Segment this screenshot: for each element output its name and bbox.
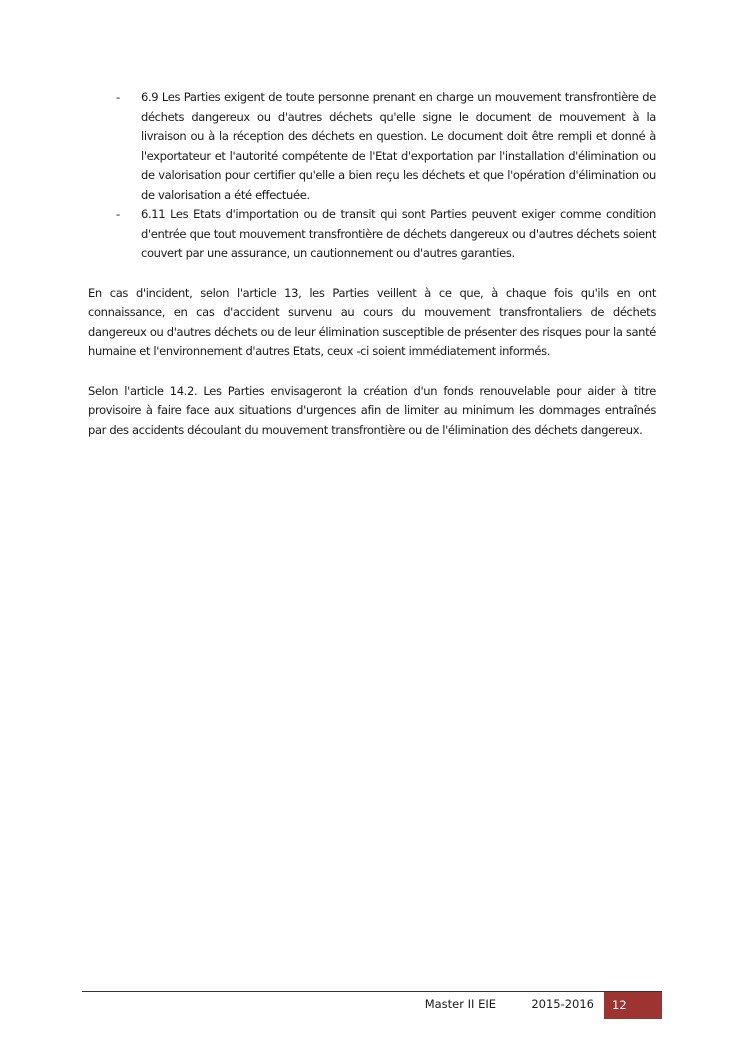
bullet-marker: -: [116, 90, 120, 104]
bullet-text: 6.9 Les Parties exigent de toute personne prenant en charge un mouvement transfrontière de déchets dangereux ou d'autres déchets qu'elle signe le document de mouvement à la livraison ou à la réception des déchets en question. Le document doit être rempli et donné à l'exportateur et l'autorité compétente de l'Etat d'exportation par l'installation d'élimination ou de valorisation pour certifier qu'elle a bien reçu les déchets et que l'opération d'élimination ou de valorisation a été effectuée.: [141, 90, 656, 202]
paragraph-incident: En cas d'incident, selon l'article 13, les Parties veillent à ce que, à chaque fois qu'ils en ont connaissance, en cas d'accident survenu au cours du mouvement transfrontaliers de déchets dangereux ou d'autres déchets ou de leur élimination susceptible de présenter des risques pour la santé humaine et l'environnement d'autres Etats, ceux -ci soient immédiatement informés.: [88, 285, 656, 358]
footer-year: 2015-2016: [531, 997, 594, 1011]
page-footer: [82, 991, 662, 1019]
footer-divider: [82, 991, 662, 992]
bullet-list: [88, 88, 656, 264]
bullet-marker: -: [116, 207, 120, 221]
bullet-text: 6.11 Les Etats d'importation ou de transit qui sont Parties peuvent exiger comme condition d'entrée que tout mouvement transfrontière de déchets dangereux ou d'autres déchets soient couvert par une assurance, un cautionnement ou d'autres garanties.: [141, 207, 656, 260]
page-body: [88, 88, 656, 440]
list-item: [88, 205, 656, 264]
footer-program: Master II EIE: [424, 997, 496, 1011]
list-item: [88, 88, 656, 205]
paragraph-fund: Selon l'article 14.2. Les Parties envisageront la création d'un fonds renouvelable pour aider à titre provisoire à faire face aux situations d'urgences afin de limiter au minimum les dommages entraînés par des accidents découlant du mouvement transfrontière ou de l'élimination des déchets dangereux.: [88, 383, 656, 437]
page-number-badge: 12: [604, 992, 662, 1019]
